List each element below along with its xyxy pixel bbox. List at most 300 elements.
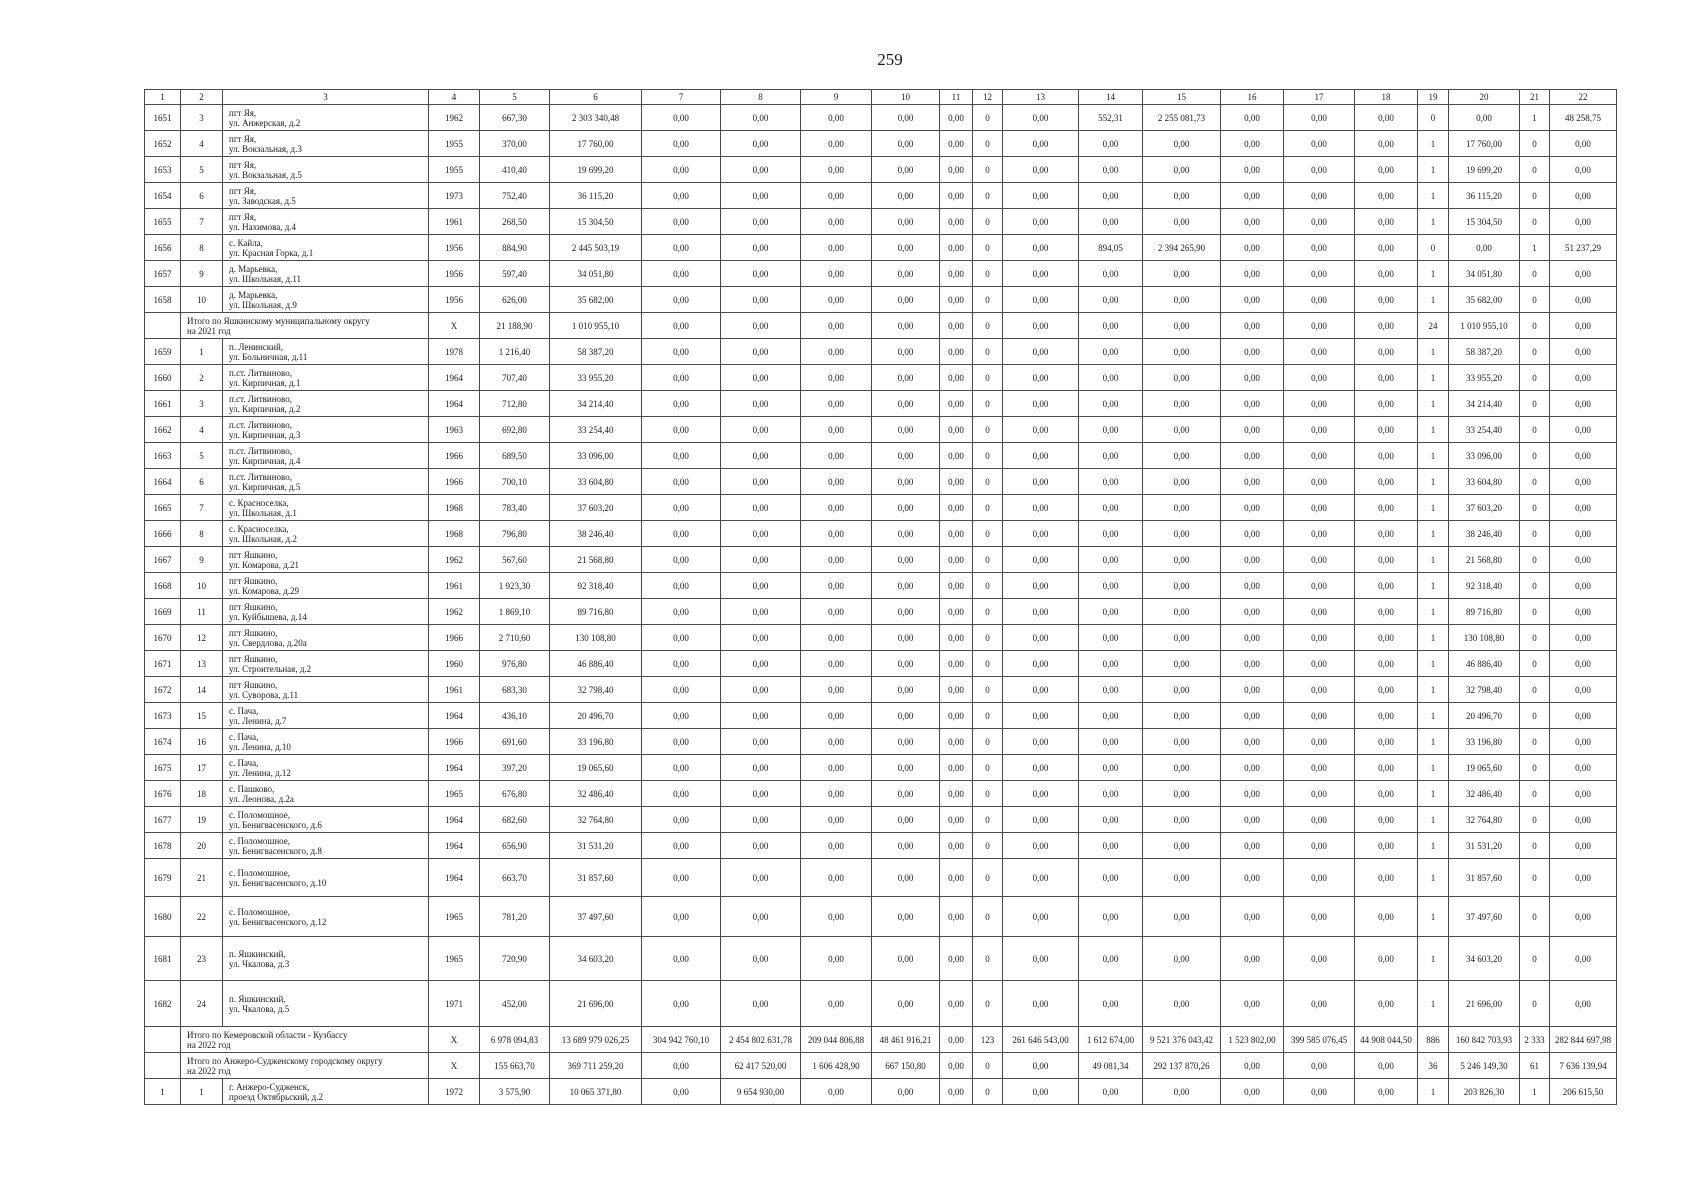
address-cell	[223, 469, 429, 495]
table-cell: 0	[1520, 937, 1550, 981]
table-cell: 1	[145, 1079, 181, 1105]
address-cell	[223, 365, 429, 391]
table-cell: 17	[181, 755, 223, 781]
table-cell: 0,00	[1143, 131, 1221, 157]
table-cell: 0,00	[1284, 391, 1355, 417]
table-cell: 3 575,90	[480, 1079, 550, 1105]
address-cell	[223, 261, 429, 287]
table-cell: 58 387,20	[1449, 339, 1520, 365]
table-cell: 0	[973, 781, 1003, 807]
table-cell: 0,00	[1003, 651, 1079, 677]
table-cell: 0,00	[642, 521, 721, 547]
address-line-settlement: п.ст. Литвиново,	[229, 419, 292, 430]
table-cell: 0,00	[1284, 625, 1355, 651]
table-header-row	[145, 90, 1617, 105]
table-cell: 0,00	[1355, 755, 1418, 781]
table-cell: 0,00	[801, 897, 872, 937]
table-cell: 667,30	[480, 105, 550, 131]
table-cell: 0	[1520, 209, 1550, 235]
table-cell: 689,50	[480, 443, 550, 469]
table-cell: 0,00	[1284, 599, 1355, 625]
table-cell: 0,00	[642, 755, 721, 781]
table-cell: 1656	[145, 235, 181, 261]
table-cell: 1	[1418, 365, 1449, 391]
table-cell: 0,00	[721, 677, 801, 703]
table-cell: 0,00	[1079, 599, 1143, 625]
table-cell: 0,00	[1143, 859, 1221, 897]
table-cell: 0,00	[1079, 131, 1143, 157]
table-cell: 0,00	[1355, 209, 1418, 235]
table-cell: 683,30	[480, 677, 550, 703]
table-cell: 0,00	[642, 981, 721, 1027]
table-cell: 1	[181, 1079, 223, 1105]
table-cell: 0,00	[1221, 625, 1284, 651]
table-cell: 33 254,40	[1449, 417, 1520, 443]
table-cell: 0,00	[1079, 897, 1143, 937]
table-row	[145, 105, 1617, 131]
table-cell: 0,00	[801, 729, 872, 755]
table-cell: 0,00	[1143, 417, 1221, 443]
empty-cell	[145, 313, 181, 339]
table-cell: 0,00	[1550, 599, 1617, 625]
table-cell: 0,00	[642, 105, 721, 131]
table-cell: 206 615,50	[1550, 1079, 1617, 1105]
address-line-settlement: пгт Яшкино,	[229, 653, 278, 664]
table-cell: 1966	[429, 625, 480, 651]
column-number-header: 2	[181, 90, 223, 105]
table-cell: 0,00	[642, 209, 721, 235]
column-number-header: 10	[872, 90, 940, 105]
table-row	[145, 573, 1617, 599]
table-cell: 58 387,20	[550, 339, 642, 365]
address-line-settlement: пгт Яя,	[229, 133, 257, 144]
table-cell: 0,00	[1355, 897, 1418, 937]
table-cell: 1	[181, 339, 223, 365]
total-label	[181, 1053, 429, 1079]
table-cell: 0,00	[1221, 833, 1284, 859]
table-cell: 0	[973, 469, 1003, 495]
table-cell: 0,00	[801, 131, 872, 157]
table-cell: 0,00	[1143, 703, 1221, 729]
table-cell: 0,00	[1003, 937, 1079, 981]
table-cell: 17 760,00	[550, 131, 642, 157]
table-cell: 1964	[429, 807, 480, 833]
table-cell: 1664	[145, 469, 181, 495]
table-cell: 1966	[429, 729, 480, 755]
total-cell: 9 521 376 043,42	[1143, 1027, 1221, 1053]
table-cell: 0	[1520, 651, 1550, 677]
table-cell: 0,00	[1079, 677, 1143, 703]
table-cell: 0,00	[1221, 981, 1284, 1027]
table-cell: 0	[973, 261, 1003, 287]
table-cell: 0	[1520, 755, 1550, 781]
address-line-street: ул. Кирпичная, д.4	[229, 455, 301, 466]
table-cell: 0,00	[1003, 807, 1079, 833]
table-cell: 19 699,20	[1449, 157, 1520, 183]
address-line-street: ул. Куйбышева, д.14	[229, 611, 307, 622]
table-cell: 0,00	[872, 235, 940, 261]
table-cell: 0,00	[1143, 625, 1221, 651]
table-cell: 0,00	[642, 897, 721, 937]
total-cell: X	[429, 1027, 480, 1053]
address-line-settlement: Итого по Кемеровской области - Кузбассу	[187, 1029, 348, 1040]
table-cell: 0,00	[1284, 287, 1355, 313]
table-cell: 1666	[145, 521, 181, 547]
table-cell: 1961	[429, 573, 480, 599]
table-cell: 0,00	[1003, 729, 1079, 755]
total-cell: 48 461 916,21	[872, 1027, 940, 1053]
address-line-settlement: с. Красноселка,	[229, 523, 289, 534]
table-cell: 0,00	[1003, 365, 1079, 391]
table-cell: 0,00	[1221, 183, 1284, 209]
table-cell: 0,00	[1143, 443, 1221, 469]
table-cell: 0,00	[642, 495, 721, 521]
table-cell: 0,00	[1550, 261, 1617, 287]
table-cell: 0	[973, 651, 1003, 677]
address-cell	[223, 131, 429, 157]
table-cell: 0,00	[1355, 261, 1418, 287]
table-cell: 33 955,20	[550, 365, 642, 391]
table-cell: 0,00	[872, 105, 940, 131]
table-cell: 1964	[429, 391, 480, 417]
column-number-header: 12	[973, 90, 1003, 105]
table-cell: 0,00	[801, 599, 872, 625]
table-cell: 0,00	[872, 937, 940, 981]
address-line-street: на 2022 год	[187, 1065, 231, 1076]
table-cell: 0,00	[721, 897, 801, 937]
table-cell: 1	[1418, 755, 1449, 781]
table-cell: 0,00	[1355, 807, 1418, 833]
table-cell: 0,00	[1143, 981, 1221, 1027]
table-cell: 0	[1520, 703, 1550, 729]
table-cell: 0,00	[801, 981, 872, 1027]
table-cell: 976,80	[480, 651, 550, 677]
total-cell: 155 663,70	[480, 1053, 550, 1079]
table-cell: 1965	[429, 781, 480, 807]
table-cell: 0,00	[940, 807, 973, 833]
table-cell: 0,00	[801, 261, 872, 287]
table-row	[145, 209, 1617, 235]
table-row	[145, 981, 1617, 1027]
table-cell: 0,00	[872, 651, 940, 677]
table-cell: 0,00	[872, 833, 940, 859]
table-cell: 1	[1418, 897, 1449, 937]
table-cell: 130 108,80	[550, 625, 642, 651]
table-cell: 0,00	[642, 183, 721, 209]
table-cell: 0	[1520, 339, 1550, 365]
table-cell: 12	[181, 625, 223, 651]
table-cell: 0,00	[1221, 897, 1284, 937]
table-cell: 0,00	[1221, 339, 1284, 365]
table-cell: 15	[181, 703, 223, 729]
table-cell: 0,00	[642, 1079, 721, 1105]
table-cell: 0,00	[872, 443, 940, 469]
address-cell	[223, 521, 429, 547]
table-cell: 48 258,75	[1550, 105, 1617, 131]
table-row	[145, 391, 1617, 417]
table-cell: 0	[973, 391, 1003, 417]
table-cell: 0,00	[801, 209, 872, 235]
table-cell: 0,00	[940, 703, 973, 729]
table-cell: 0,00	[642, 391, 721, 417]
table-cell: 2	[181, 365, 223, 391]
address-line-street: ул. Бенигвасенского, д.10	[229, 877, 327, 888]
table-cell: 3	[181, 105, 223, 131]
table-cell: 0,00	[1221, 807, 1284, 833]
table-cell: 15 304,50	[550, 209, 642, 235]
address-line-settlement: с. Пашково,	[229, 783, 275, 794]
table-cell: 1671	[145, 651, 181, 677]
table-cell: 0,00	[1355, 521, 1418, 547]
address-cell	[223, 391, 429, 417]
table-cell: 1955	[429, 131, 480, 157]
address-line-settlement: п.ст. Литвиново,	[229, 471, 292, 482]
total-cell: 292 137 870,26	[1143, 1053, 1221, 1079]
table-cell: 0,00	[1003, 859, 1079, 897]
table-cell: 0,00	[1003, 781, 1079, 807]
table-cell: 0,00	[721, 287, 801, 313]
address-line-street: ул. Школьная, д.2	[229, 533, 297, 544]
table-cell: 268,50	[480, 209, 550, 235]
address-line-settlement: пгт Яя,	[229, 185, 257, 196]
table-cell: 0,00	[1221, 261, 1284, 287]
table-cell: 1968	[429, 495, 480, 521]
total-cell: 282 844 697,98	[1550, 1027, 1617, 1053]
table-cell: 0,00	[872, 339, 940, 365]
table-cell: 0,00	[940, 937, 973, 981]
table-cell: 24	[181, 981, 223, 1027]
table-cell: 0,00	[1221, 547, 1284, 573]
table-cell: 0,00	[1079, 755, 1143, 781]
table-cell: 6	[181, 183, 223, 209]
table-cell: 0,00	[1143, 547, 1221, 573]
table-cell: 89 716,80	[550, 599, 642, 625]
table-cell: 0,00	[642, 573, 721, 599]
table-cell: 1965	[429, 897, 480, 937]
table-cell: 0,00	[801, 703, 872, 729]
table-cell: 1	[1418, 157, 1449, 183]
table-cell: 0,00	[940, 833, 973, 859]
address-line-settlement: с. Поломошное,	[229, 835, 290, 846]
address-line-settlement: п.ст. Литвиново,	[229, 367, 292, 378]
table-cell: 32 798,40	[1449, 677, 1520, 703]
address-cell	[223, 547, 429, 573]
table-cell: 0,00	[721, 339, 801, 365]
table-cell: 0	[1418, 235, 1449, 261]
table-cell: 397,20	[480, 755, 550, 781]
table-cell: 1	[1418, 547, 1449, 573]
table-cell: 33 096,00	[550, 443, 642, 469]
table-cell: 0,00	[1079, 495, 1143, 521]
total-cell: 0,00	[1284, 1053, 1355, 1079]
table-cell: 0,00	[1143, 599, 1221, 625]
table-cell: 32 798,40	[550, 677, 642, 703]
address-cell	[223, 235, 429, 261]
table-cell: 1	[1418, 1079, 1449, 1105]
table-cell: 0	[1520, 807, 1550, 833]
table-cell: 1	[1418, 833, 1449, 859]
table-cell: 0	[1418, 105, 1449, 131]
table-cell: 37 497,60	[1449, 897, 1520, 937]
address-line-street: ул. Бенигвасенского, д.8	[229, 845, 322, 856]
table-cell: 0,00	[721, 157, 801, 183]
table-row	[145, 807, 1617, 833]
table-cell: 0,00	[642, 599, 721, 625]
table-cell: 0,00	[872, 1079, 940, 1105]
table-row	[145, 183, 1617, 209]
table-cell: 0,00	[1079, 703, 1143, 729]
table-cell: 1	[1418, 703, 1449, 729]
table-row	[145, 703, 1617, 729]
table-cell: 0	[1520, 287, 1550, 313]
table-cell: 1682	[145, 981, 181, 1027]
table-cell: 0,00	[872, 261, 940, 287]
table-cell: 0,00	[1003, 131, 1079, 157]
table-cell: 33 254,40	[550, 417, 642, 443]
total-cell: 0,00	[940, 313, 973, 339]
table-cell: 0	[973, 625, 1003, 651]
table-cell: 1651	[145, 105, 181, 131]
empty-cell	[145, 1053, 181, 1079]
address-line-settlement: п. Яшкинский,	[229, 993, 286, 1004]
total-cell: 0,00	[872, 313, 940, 339]
table-cell: 0,00	[1143, 755, 1221, 781]
address-line-street: ул. Леонова, д.2а	[229, 793, 294, 804]
table-cell: 0,00	[1355, 157, 1418, 183]
table-cell: 0,00	[940, 261, 973, 287]
table-cell: 0,00	[1284, 781, 1355, 807]
table-cell: 0,00	[940, 209, 973, 235]
table-cell: 0,00	[1221, 157, 1284, 183]
table-cell: 0,00	[1079, 1079, 1143, 1105]
table-cell: 0,00	[1284, 547, 1355, 573]
address-cell	[223, 573, 429, 599]
table-cell: 4	[181, 131, 223, 157]
table-cell: 0,00	[872, 365, 940, 391]
table-cell: 0,00	[940, 521, 973, 547]
table-cell: 0,00	[872, 981, 940, 1027]
table-cell: 0	[973, 547, 1003, 573]
table-cell: 0,00	[1143, 1079, 1221, 1105]
table-cell: 567,60	[480, 547, 550, 573]
total-cell: 0,00	[940, 1027, 973, 1053]
table-cell: 0,00	[1003, 599, 1079, 625]
table-cell: 1679	[145, 859, 181, 897]
address-line-settlement: с. Пача,	[229, 757, 259, 768]
table-cell: 1	[1418, 495, 1449, 521]
table-cell: 0,00	[872, 755, 940, 781]
table-cell: 0,00	[872, 781, 940, 807]
table-cell: 0,00	[1143, 157, 1221, 183]
table-cell: 0	[973, 807, 1003, 833]
table-cell: 34 051,80	[1449, 261, 1520, 287]
table-cell: 0,00	[1550, 209, 1617, 235]
table-cell: 0,00	[940, 651, 973, 677]
table-cell: 0,00	[1003, 391, 1079, 417]
table-row	[145, 261, 1617, 287]
table-cell: 0,00	[872, 677, 940, 703]
table-row	[145, 755, 1617, 781]
table-cell: 21 696,00	[1449, 981, 1520, 1027]
address-cell	[223, 937, 429, 981]
table-row	[145, 521, 1617, 547]
table-cell: 37 603,20	[1449, 495, 1520, 521]
table-cell: 0,00	[801, 339, 872, 365]
address-line-street: ул. Комарова, д.21	[229, 559, 300, 570]
table-cell: 0,00	[1284, 651, 1355, 677]
table-cell: 0,00	[801, 391, 872, 417]
table-cell: 0,00	[1079, 729, 1143, 755]
table-cell: 0,00	[1284, 339, 1355, 365]
table-cell: 19	[181, 807, 223, 833]
table-cell: 0	[1520, 599, 1550, 625]
table-row	[145, 339, 1617, 365]
table-cell: 0	[1520, 859, 1550, 897]
empty-cell	[145, 1027, 181, 1053]
table-cell: 1956	[429, 261, 480, 287]
table-cell: 0,00	[801, 183, 872, 209]
table-cell: 0,00	[1079, 339, 1143, 365]
table-cell: 0,00	[1550, 469, 1617, 495]
table-cell: 0,00	[1550, 833, 1617, 859]
address-line-settlement: п.ст. Литвиново,	[229, 445, 292, 456]
table-cell: 0,00	[1355, 339, 1418, 365]
total-label	[181, 313, 429, 339]
table-cell: 1665	[145, 495, 181, 521]
table-cell: 0,00	[642, 261, 721, 287]
table-cell: 1	[1418, 469, 1449, 495]
table-cell: 0,00	[872, 859, 940, 897]
table-cell: 0,00	[801, 105, 872, 131]
table-cell: 0,00	[721, 755, 801, 781]
address-cell	[223, 651, 429, 677]
table-cell: 33 096,00	[1449, 443, 1520, 469]
table-cell: 0,00	[1079, 443, 1143, 469]
table-cell: 0,00	[1221, 391, 1284, 417]
table-cell: 5	[181, 443, 223, 469]
table-cell: 0	[973, 183, 1003, 209]
table-cell: 0,00	[1079, 469, 1143, 495]
table-row	[145, 937, 1617, 981]
table-cell: 436,10	[480, 703, 550, 729]
table-cell: 0,00	[1221, 1079, 1284, 1105]
table-row	[145, 625, 1617, 651]
page-number: 259	[877, 50, 903, 69]
table-cell: 0,00	[1284, 833, 1355, 859]
table-cell: 1	[1418, 443, 1449, 469]
table-cell: 0,00	[1143, 495, 1221, 521]
table-cell: 0,00	[1003, 1079, 1079, 1105]
table-cell: 0,00	[940, 547, 973, 573]
table-cell: 1661	[145, 391, 181, 417]
table-cell: 452,00	[480, 981, 550, 1027]
total-cell: 0,00	[1003, 313, 1079, 339]
total-cell: 36	[1418, 1053, 1449, 1079]
table-cell: 1667	[145, 547, 181, 573]
table-row	[145, 443, 1617, 469]
table-cell: 21 568,80	[550, 547, 642, 573]
table-cell: 0,00	[801, 235, 872, 261]
table-cell: 0,00	[1003, 897, 1079, 937]
table-cell: 4	[181, 417, 223, 443]
table-cell: 0	[973, 235, 1003, 261]
table-cell: 0,00	[1284, 755, 1355, 781]
table-cell: 0,00	[721, 131, 801, 157]
table-cell: 0,00	[801, 443, 872, 469]
table-cell: 0,00	[1079, 833, 1143, 859]
table-cell: 0,00	[642, 131, 721, 157]
table-row	[145, 495, 1617, 521]
